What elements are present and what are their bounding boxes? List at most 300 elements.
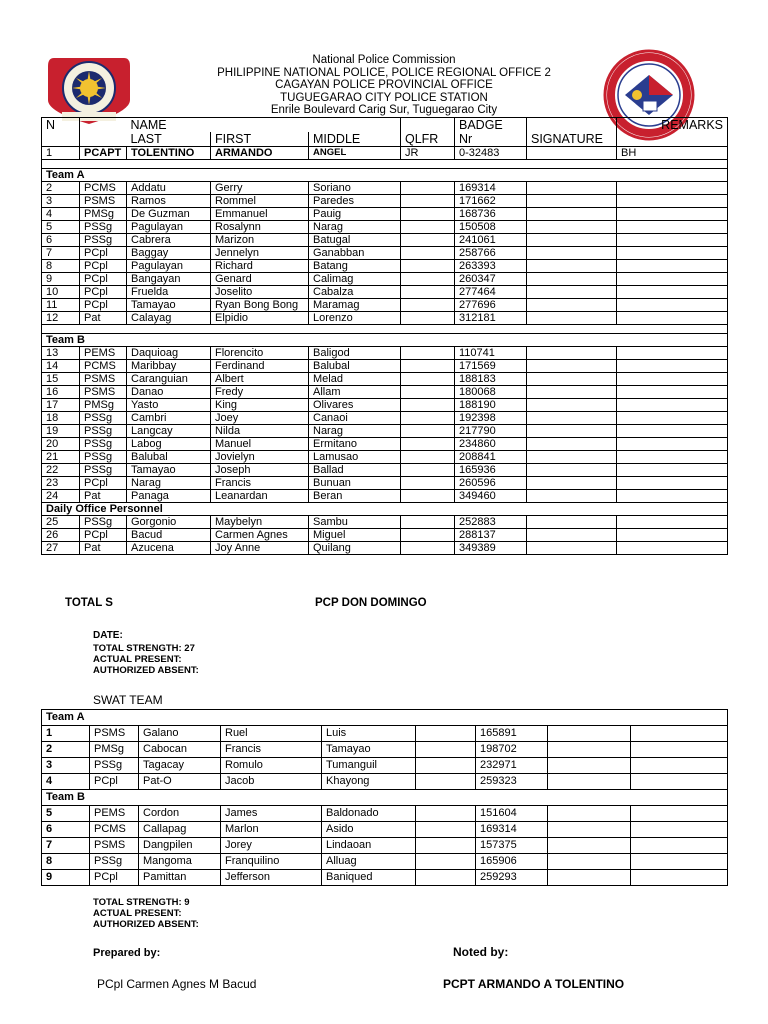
- row-badge: 169314: [455, 182, 527, 195]
- row-badge: 171569: [455, 360, 527, 373]
- table-row: [42, 870, 728, 886]
- row-first: Marizon: [211, 234, 309, 247]
- row-middle: Soriano: [309, 182, 401, 195]
- table-row: [42, 425, 728, 438]
- row-badge: 241061: [455, 234, 527, 247]
- row-last: Pamittan: [139, 870, 221, 886]
- row-qlfr: [401, 464, 455, 477]
- row-first: Romulo: [221, 758, 322, 774]
- row-signature: [527, 529, 617, 542]
- row-first: Rommel: [211, 195, 309, 208]
- table-row: [42, 726, 728, 742]
- row-last: Yasto: [127, 399, 211, 412]
- row-badge: 277696: [455, 299, 527, 312]
- row-no: 8: [42, 854, 90, 870]
- row-qlfr: [401, 542, 455, 555]
- col-signature-header: SIGNATURE: [527, 132, 617, 147]
- row-no: 19: [42, 425, 80, 438]
- table-row: [42, 273, 728, 286]
- prepared-by-name: PCpl Carmen Agnes M Bacud: [97, 977, 257, 991]
- row-remarks: [617, 182, 728, 195]
- row-first: Ryan Bong Bong: [211, 299, 309, 312]
- row-qlfr: [416, 806, 476, 822]
- row-no: 10: [42, 286, 80, 299]
- row-badge: 258766: [455, 247, 527, 260]
- row-rank: PSMS: [80, 195, 127, 208]
- row-last: Cambri: [127, 412, 211, 425]
- row-badge: 168736: [455, 208, 527, 221]
- row-no: 7: [42, 247, 80, 260]
- row-no: 24: [42, 490, 80, 503]
- row-last: Bangayan: [127, 273, 211, 286]
- table-row: [42, 399, 728, 412]
- row-remarks: [617, 208, 728, 221]
- row-badge: 252883: [455, 516, 527, 529]
- row-remarks: [617, 477, 728, 490]
- row-qlfr: [401, 299, 455, 312]
- row-rank: PCMS: [80, 360, 127, 373]
- col-first-header: FIRST: [211, 132, 309, 147]
- row-middle: Asido: [322, 822, 416, 838]
- row-middle: Ballad: [309, 464, 401, 477]
- row-remarks: [631, 758, 728, 774]
- row-no: 22: [42, 464, 80, 477]
- row-badge: 151604: [476, 806, 548, 822]
- row-badge: 349460: [455, 490, 527, 503]
- row-rank: PCpl: [80, 247, 127, 260]
- row-middle: Lindaoan: [322, 838, 416, 854]
- authorized-absent-2: AUTHORIZED ABSENT:: [93, 919, 199, 930]
- table-row: [42, 490, 728, 503]
- row-first: Joy Anne: [211, 542, 309, 555]
- row-signature: [548, 806, 631, 822]
- row-signature: [527, 286, 617, 299]
- row-last: Labog: [127, 438, 211, 451]
- authorized-absent-1: AUTHORIZED ABSENT:: [93, 665, 199, 676]
- row-signature: [527, 451, 617, 464]
- row-no: 1: [42, 726, 90, 742]
- row-remarks: [617, 412, 728, 425]
- table-row: [42, 838, 728, 854]
- row-first: Genard: [211, 273, 309, 286]
- row-signature: [527, 425, 617, 438]
- row-qlfr: [401, 260, 455, 273]
- table-row: [42, 195, 728, 208]
- row-first: Maybelyn: [211, 516, 309, 529]
- table-row: [42, 221, 728, 234]
- row-no: 4: [42, 774, 90, 790]
- row-first: ARMANDO: [211, 147, 309, 160]
- row-badge: 192398: [455, 412, 527, 425]
- row-qlfr: [401, 516, 455, 529]
- row-signature: [548, 854, 631, 870]
- row-remarks: [617, 286, 728, 299]
- row-last: Tagacay: [139, 758, 221, 774]
- row-qlfr: [401, 360, 455, 373]
- row-no: 5: [42, 221, 80, 234]
- row-signature: [527, 273, 617, 286]
- table-row: [42, 412, 728, 425]
- row-rank: Pat: [80, 542, 127, 555]
- row-first: Joey: [211, 412, 309, 425]
- row-remarks: [617, 260, 728, 273]
- row-no: 25: [42, 516, 80, 529]
- row-rank: PSSg: [80, 451, 127, 464]
- row-last: Gorgonio: [127, 516, 211, 529]
- table-row: [42, 451, 728, 464]
- table-row: [42, 373, 728, 386]
- row-first: Joselito: [211, 286, 309, 299]
- row-rank: PMSg: [80, 208, 127, 221]
- row-last: TOLENTINO: [127, 147, 211, 160]
- row-signature: [548, 870, 631, 886]
- row-remarks: [617, 386, 728, 399]
- row-middle: Olivares: [309, 399, 401, 412]
- row-qlfr: [416, 870, 476, 886]
- section-daily-office-label: Daily Office Personnel: [42, 503, 728, 516]
- table-row: [42, 260, 728, 273]
- section-daily-office: [42, 503, 728, 516]
- row-last: Tamayao: [127, 299, 211, 312]
- row-last: Dangpilen: [139, 838, 221, 854]
- row-last: Balubal: [127, 451, 211, 464]
- row-rank: PCpl: [80, 477, 127, 490]
- row-remarks: [617, 299, 728, 312]
- table-row: [42, 182, 728, 195]
- row-middle: Tumanguil: [322, 758, 416, 774]
- row-signature: [527, 412, 617, 425]
- row-no: 17: [42, 399, 80, 412]
- noted-by-label: Noted by:: [453, 945, 509, 959]
- row-remarks: [631, 854, 728, 870]
- row-remarks: [617, 425, 728, 438]
- row-first: Albert: [211, 373, 309, 386]
- row-last: Pagulayan: [127, 221, 211, 234]
- row-last: Addatu: [127, 182, 211, 195]
- row-signature: [527, 490, 617, 503]
- row-qlfr: [401, 373, 455, 386]
- row-badge: 260347: [455, 273, 527, 286]
- row-middle: Ermitano: [309, 438, 401, 451]
- row-middle: Paredes: [309, 195, 401, 208]
- row-remarks: [617, 399, 728, 412]
- row-first: Jennelyn: [211, 247, 309, 260]
- row-last: Panaga: [127, 490, 211, 503]
- row-remarks: [617, 490, 728, 503]
- row-middle: Miguel: [309, 529, 401, 542]
- row-middle: Baniqued: [322, 870, 416, 886]
- row-rank: PSMS: [90, 838, 139, 854]
- row-qlfr: [401, 477, 455, 490]
- row-signature: [527, 360, 617, 373]
- row-no: 5: [42, 806, 90, 822]
- row-no: 3: [42, 758, 90, 774]
- row-middle: Lorenzo: [309, 312, 401, 325]
- row-middle: Batang: [309, 260, 401, 273]
- row-rank: PSSg: [80, 234, 127, 247]
- row-no: 9: [42, 273, 80, 286]
- row-middle: Narag: [309, 425, 401, 438]
- row-qlfr: [416, 822, 476, 838]
- row-no: 6: [42, 822, 90, 838]
- row-badge: 165936: [455, 464, 527, 477]
- row-middle: Quilang: [309, 542, 401, 555]
- row-first: Emmanuel: [211, 208, 309, 221]
- row-no: 15: [42, 373, 80, 386]
- table-row: [42, 516, 728, 529]
- row-rank: PSMS: [90, 726, 139, 742]
- header-line-5: Enrile Boulevard Carig Sur, Tuguegarao City: [270, 104, 498, 116]
- section-team-b: [42, 334, 728, 347]
- date-label: DATE:: [93, 630, 123, 641]
- row-signature: [548, 774, 631, 790]
- row-qlfr: [401, 386, 455, 399]
- row-remarks: [617, 529, 728, 542]
- row-remarks: [617, 195, 728, 208]
- row-badge: 259293: [476, 870, 548, 886]
- swat-table: [41, 709, 728, 886]
- row-qlfr: [401, 438, 455, 451]
- row-first: Gerry: [211, 182, 309, 195]
- row-no: 3: [42, 195, 80, 208]
- table-row: [42, 360, 728, 373]
- row-remarks: BH: [617, 147, 728, 160]
- row-signature: [527, 516, 617, 529]
- swat-team-title: SWAT TEAM: [93, 693, 163, 707]
- row-rank: PSSg: [90, 854, 139, 870]
- row-qlfr: [401, 412, 455, 425]
- row-signature: [527, 386, 617, 399]
- col-last-header: LAST: [127, 132, 211, 147]
- row-first: Rosalynn: [211, 221, 309, 234]
- row-no: 23: [42, 477, 80, 490]
- row-qlfr: [416, 742, 476, 758]
- section-swat-team-a: [42, 710, 728, 726]
- row-first: Joseph: [211, 464, 309, 477]
- table-row: [42, 247, 728, 260]
- row-rank: PSSg: [80, 412, 127, 425]
- row-qlfr: [401, 286, 455, 299]
- row-last: Pat-O: [139, 774, 221, 790]
- row-last: Mangoma: [139, 854, 221, 870]
- table-row: [42, 542, 728, 555]
- row-first: Franquilino: [221, 854, 322, 870]
- row-first: Nilda: [211, 425, 309, 438]
- row-rank: PSSg: [80, 516, 127, 529]
- row-middle: Tamayao: [322, 742, 416, 758]
- row-last: Cordon: [139, 806, 221, 822]
- row-no: 2: [42, 182, 80, 195]
- table-row: [42, 477, 728, 490]
- row-rank: PEMS: [90, 806, 139, 822]
- row-qlfr: [401, 208, 455, 221]
- row-no: 11: [42, 299, 80, 312]
- row-remarks: [617, 273, 728, 286]
- row-middle: Ganabban: [309, 247, 401, 260]
- row-qlfr: [401, 182, 455, 195]
- roster-table: [41, 117, 728, 555]
- row-last: Pagulayan: [127, 260, 211, 273]
- row-remarks: [631, 774, 728, 790]
- row-rank: PEMS: [80, 347, 127, 360]
- row-remarks: [617, 516, 728, 529]
- row-rank: PCpl: [80, 260, 127, 273]
- row-middle: Lamusao: [309, 451, 401, 464]
- row-no: 4: [42, 208, 80, 221]
- row-rank: PSSg: [80, 425, 127, 438]
- row-middle: Bunuan: [309, 477, 401, 490]
- row-middle: Allam: [309, 386, 401, 399]
- row-qlfr: [416, 758, 476, 774]
- row-qlfr: [401, 490, 455, 503]
- row-rank: Pat: [80, 312, 127, 325]
- row-first: Fredy: [211, 386, 309, 399]
- row-rank: PSSg: [90, 758, 139, 774]
- section-swat-team-a-label: Team A: [42, 710, 728, 726]
- noted-by-name: PCPT ARMANDO A TOLENTINO: [443, 977, 625, 991]
- row-remarks: [617, 234, 728, 247]
- row-rank: PSMS: [80, 386, 127, 399]
- row-qlfr: [401, 425, 455, 438]
- table-row: [42, 147, 728, 160]
- row-remarks: [617, 312, 728, 325]
- row-badge: 259323: [476, 774, 548, 790]
- row-last: Fruelda: [127, 286, 211, 299]
- row-first: Richard: [211, 260, 309, 273]
- row-first: Carmen Agnes: [211, 529, 309, 542]
- table-row: [42, 806, 728, 822]
- row-no: 13: [42, 347, 80, 360]
- row-remarks: [617, 221, 728, 234]
- col-middle-header: MIDDLE: [309, 132, 401, 147]
- row-remarks: [617, 464, 728, 477]
- row-badge: 349389: [455, 542, 527, 555]
- row-badge: 165906: [476, 854, 548, 870]
- table-row: [42, 234, 728, 247]
- row-middle: Canaoi: [309, 412, 401, 425]
- row-rank: PCAPT: [80, 147, 127, 160]
- row-rank: PCpl: [90, 774, 139, 790]
- row-first: Francis: [221, 742, 322, 758]
- row-qlfr: [416, 726, 476, 742]
- row-remarks: [617, 247, 728, 260]
- row-remarks: [631, 870, 728, 886]
- row-first: Florencito: [211, 347, 309, 360]
- row-qlfr: [416, 838, 476, 854]
- row-remarks: [631, 822, 728, 838]
- row-badge: 169314: [476, 822, 548, 838]
- table-row: [42, 822, 728, 838]
- table-row: [42, 464, 728, 477]
- row-middle: Beran: [309, 490, 401, 503]
- row-middle: ANGEL: [309, 147, 401, 160]
- row-signature: [527, 247, 617, 260]
- table-row: [42, 529, 728, 542]
- row-middle: Pauig: [309, 208, 401, 221]
- table-row: [42, 758, 728, 774]
- row-middle: Balubal: [309, 360, 401, 373]
- row-remarks: [617, 347, 728, 360]
- table-row: [42, 438, 728, 451]
- row-badge: 157375: [476, 838, 548, 854]
- row-badge: 312181: [455, 312, 527, 325]
- header-line-1: National Police Commission: [312, 54, 456, 66]
- row-no: 14: [42, 360, 80, 373]
- document-header: [0, 54, 768, 117]
- row-last: Cabocan: [139, 742, 221, 758]
- total-strength-1: TOTAL STRENGTH: 27: [93, 643, 195, 654]
- row-last: Caranguian: [127, 373, 211, 386]
- row-middle: Melad: [309, 373, 401, 386]
- row-last: Cabrera: [127, 234, 211, 247]
- row-badge: 208841: [455, 451, 527, 464]
- row-middle: Khayong: [322, 774, 416, 790]
- row-qlfr: [401, 399, 455, 412]
- row-signature: [527, 399, 617, 412]
- row-remarks: [617, 438, 728, 451]
- row-badge: 232971: [476, 758, 548, 774]
- row-no: 8: [42, 260, 80, 273]
- row-no: 18: [42, 412, 80, 425]
- table-row: [42, 386, 728, 399]
- row-last: Langcay: [127, 425, 211, 438]
- row-signature: [548, 758, 631, 774]
- section-team-a-label: Team A: [42, 169, 728, 182]
- table-row: [42, 312, 728, 325]
- row-rank: PMSg: [90, 742, 139, 758]
- row-middle: Maramag: [309, 299, 401, 312]
- row-last: Callapag: [139, 822, 221, 838]
- row-signature: [527, 195, 617, 208]
- table-row: [42, 742, 728, 758]
- pcp-label: PCP DON DOMINGO: [315, 597, 427, 609]
- row-badge: 234860: [455, 438, 527, 451]
- table-row: [42, 286, 728, 299]
- row-first: Jacob: [221, 774, 322, 790]
- table-row: [42, 774, 728, 790]
- row-no: 1: [42, 147, 80, 160]
- table-row: [42, 299, 728, 312]
- row-remarks: [631, 806, 728, 822]
- row-qlfr: [401, 451, 455, 464]
- row-signature: [527, 182, 617, 195]
- row-signature: [527, 464, 617, 477]
- row-badge: 288137: [455, 529, 527, 542]
- row-signature: [527, 221, 617, 234]
- prepared-by-label: Prepared by:: [93, 947, 161, 959]
- row-qlfr: [401, 247, 455, 260]
- row-last: Baggay: [127, 247, 211, 260]
- row-rank: PSSg: [80, 221, 127, 234]
- row-last: Danao: [127, 386, 211, 399]
- section-team-b-label: Team B: [42, 334, 728, 347]
- row-first: Manuel: [211, 438, 309, 451]
- row-qlfr: [401, 312, 455, 325]
- row-badge: 277464: [455, 286, 527, 299]
- row-rank: PMSg: [80, 399, 127, 412]
- row-first: King: [211, 399, 309, 412]
- row-badge: 260596: [455, 477, 527, 490]
- row-rank: PSMS: [80, 373, 127, 386]
- row-no: 27: [42, 542, 80, 555]
- row-remarks: [617, 360, 728, 373]
- row-first: Leanardan: [211, 490, 309, 503]
- col-remarks-header: REMARKS: [617, 118, 728, 133]
- row-rank: Pat: [80, 490, 127, 503]
- row-no: 2: [42, 742, 90, 758]
- row-first: Jovielyn: [211, 451, 309, 464]
- row-last: Ramos: [127, 195, 211, 208]
